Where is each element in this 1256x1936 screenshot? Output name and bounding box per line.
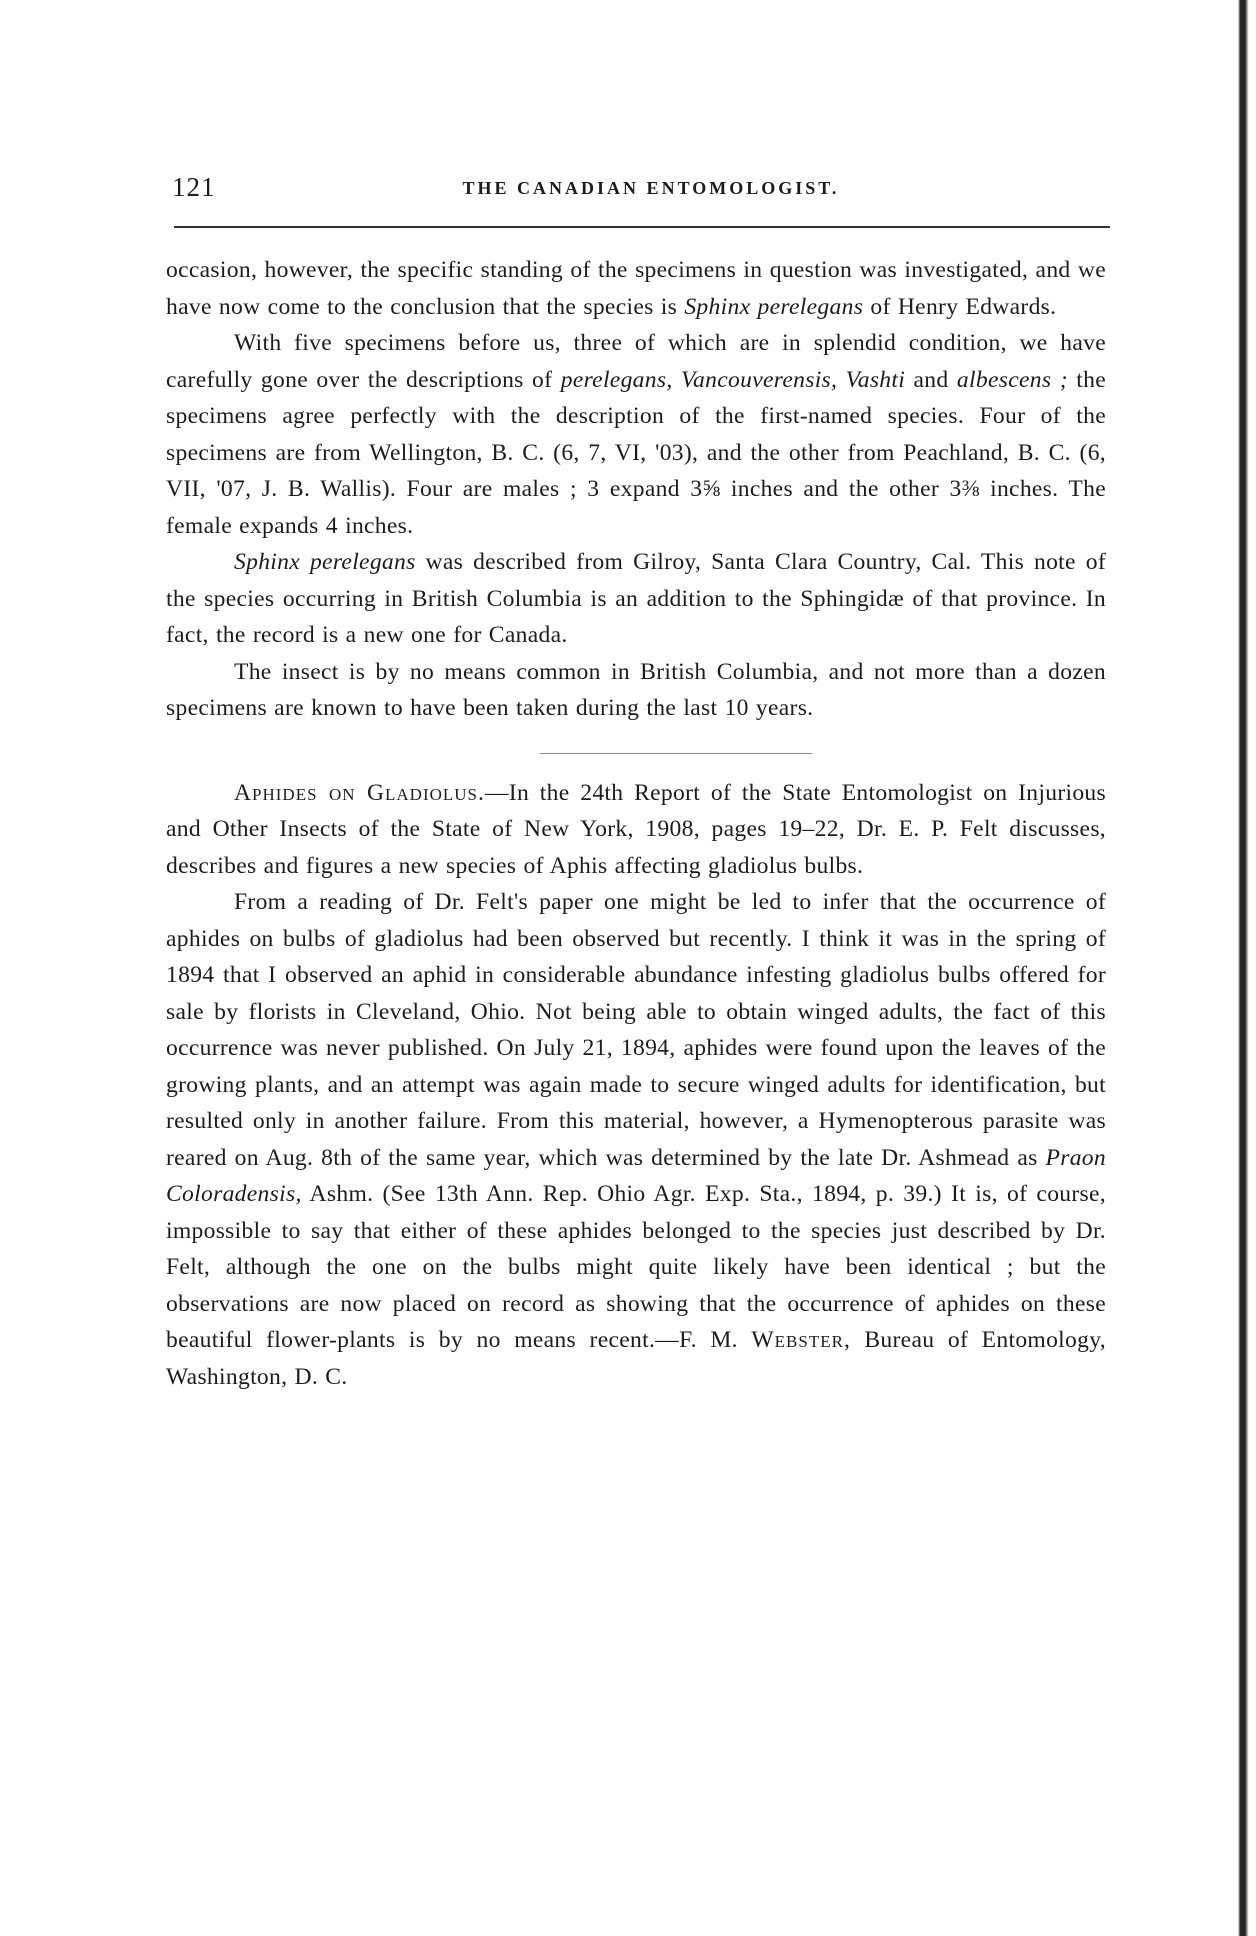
author-name: Webster, bbox=[751, 1327, 851, 1353]
species-name: albescens ; bbox=[956, 366, 1068, 393]
page-number: 121 bbox=[172, 172, 216, 202]
text-run: Bureau of Entomology, Washington, D. C. bbox=[166, 1327, 1106, 1390]
text-run: of Henry Edwards. bbox=[863, 293, 1057, 320]
section-divider bbox=[540, 753, 812, 754]
running-title: THE CANADIAN ENTOMOLOGIST. bbox=[462, 178, 840, 198]
paragraph bbox=[166, 775, 1106, 885]
paragraph bbox=[166, 252, 1106, 325]
species-name: perelegans, Vancouverensis, Vashti bbox=[560, 366, 906, 393]
species-name: Sphinx perelegans bbox=[234, 549, 416, 575]
page-edge-shadow bbox=[1230, 0, 1256, 1936]
paragraph bbox=[166, 884, 1106, 1395]
text-run: occasion, however, the specific standing of the specimens in question was investigated, and we have now come to the conclusion that the species is bbox=[166, 257, 1106, 320]
text-run: the specimens agree perfectly with the description of the first-named species. Four of the specimens are from Wellington, B. C. (6, 7, VI, '03), and the other from Peachland, B. C. (6, VII, '07, J. B. Wallis). Four are males ; 3 expand 3⅝ inches and the other 3⅜ inches. The female expands 4 inches. bbox=[166, 366, 1106, 539]
paragraph bbox=[166, 325, 1106, 544]
article-heading: Aphides on Gladiolus. bbox=[234, 779, 485, 806]
page-body bbox=[166, 252, 1106, 1395]
text-run: From a reading of Dr. Felt's paper one might be led to infer that the occurrence of aphides on bulbs of gladiolus had been observed but recently. I think it was in the spring of 1894 that I observed an aphid in considerable abundance infesting gladiolus bulbs offered for sale by florists in Cleveland, Ohio. Not being able to obtain winged adults, the fact of this occurrence was never published. On July 21, 1894, aphides were found upon the leaves of the growing plants, and an attempt was again made to secure winged adults for identification, but resulted only in another failure. From this material, however, a Hymenopterous parasite was reared on Aug. 8th of the same year, which was determined by the late Dr. Ashmead as bbox=[166, 889, 1106, 1171]
header-rule bbox=[174, 226, 1110, 228]
species-name: Praon Coloradensis, bbox=[166, 1144, 1106, 1207]
page-header bbox=[172, 172, 1110, 208]
text-run: With five specimens before us, three of which are in splendid condition, we have carefully gone over the descriptions of bbox=[166, 330, 1106, 393]
text-run: was described from Gilroy, Santa Clara Country, Cal. This note of the species occurring in British Columbia is an addition to the Sphingidæ of that province. In fact, the record is a new one for Canada. bbox=[166, 549, 1107, 648]
text-run: Ashm. (See 13th Ann. Rep. Ohio Agr. Exp. Sta., 1894, p. 39.) It is, of course, impossible to say that either of these aphides belonged to the species just described by Dr. Felt, although the one on the bulbs might quite likely have been identical ; but the observations are now placed on record as showing that the occurrence of aphides on these beautiful flower-plants is by no means recent.—F. M. bbox=[166, 1181, 1106, 1353]
text-run: and bbox=[905, 366, 957, 393]
paragraph: The insect is by no means common in British Columbia, and not more than a dozen specimens are known to have been taken during the last 10 years. bbox=[166, 658, 1106, 721]
text-run: —In the 24th Report of the State Entomologist on Injurious and Other Insects of the State of New York, 1908, pages 19–22, Dr. E. P. Felt discusses, describes and figures a new species of Aphis affecting gladiolus bulbs. bbox=[166, 779, 1107, 879]
paragraph bbox=[166, 544, 1106, 654]
species-name: Sphinx perelegans bbox=[684, 293, 864, 320]
